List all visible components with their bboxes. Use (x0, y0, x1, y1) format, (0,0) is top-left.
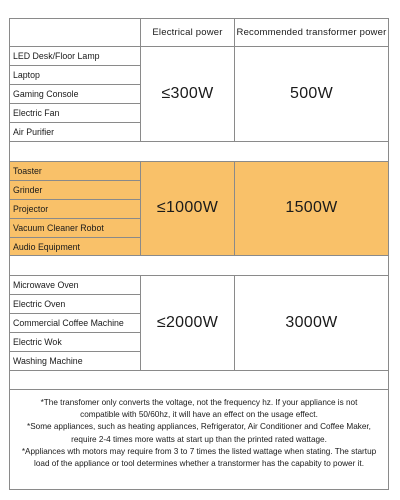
list-item: Toaster (13, 165, 42, 176)
list-item: LED Desk/Floor Lamp (13, 50, 100, 61)
list-item: Electric Wok (13, 336, 62, 347)
power-value: ≤1000W (156, 199, 219, 216)
list-item: Gaming Console (13, 88, 79, 99)
list-item: Commercial Coffee Machine (13, 317, 124, 328)
note-startup-motors: *Appliances wth motors may require from 3 to 7 times the listed wattage when stating. The startup load of the appliance or tool determines whether a transtormer has the capabity to power it. (21, 446, 377, 469)
list-item: Electric Fan (13, 107, 60, 118)
list-item: Projector (13, 203, 49, 214)
list-item: Laptop (13, 69, 40, 80)
power-value: ≤300W (161, 84, 214, 102)
rule-group3-bottom (9, 370, 389, 371)
list-item: Vacuum Cleaner Robot (13, 222, 104, 233)
transformer-value: 500W (290, 84, 333, 102)
transformer-value: 1500W (285, 199, 338, 216)
list-item: Electric Oven (13, 298, 66, 309)
list-item: Microwave Oven (13, 279, 79, 290)
note-frequency: *The transfomer only converts the voltage, not the frequency hz. If your appliance is not compatible with 50/60hz, it will have an effect on the usage effect. (40, 398, 358, 420)
list-item: Audio Equipment (13, 241, 80, 252)
header-recommended-transformer: Recommended transformer power (236, 26, 387, 38)
note-startup-heating: *Some appliances, such as heating appliances, Refrigerator, Air Conditioner and Coffee Maker, require 2-4 times more watts at start up than the printed rated wattage. (27, 422, 371, 444)
list-item: Washing Machine (13, 355, 83, 366)
transformer-value: 3000W (285, 313, 338, 331)
list-item: Air Purifier (13, 126, 55, 137)
list-item: Grinder (13, 184, 43, 195)
notes-section (10, 389, 388, 489)
header-electrical-power: Electrical power (152, 26, 223, 38)
rule-group1-bottom (9, 141, 389, 142)
power-value: ≤2000W (156, 313, 219, 331)
